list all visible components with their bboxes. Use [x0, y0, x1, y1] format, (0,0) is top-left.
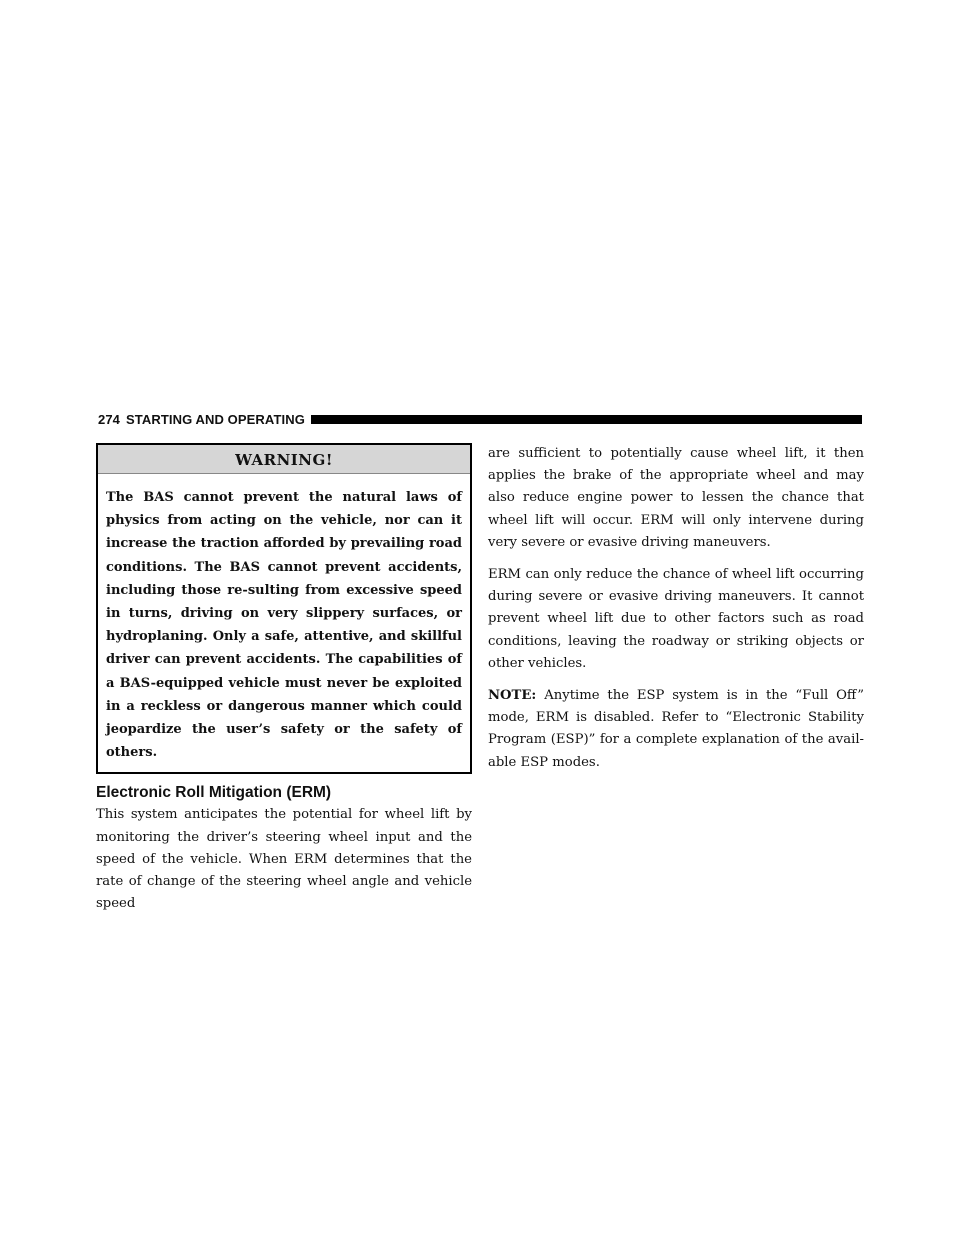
- paragraph-erm-intro-part1: This system anticipates the potential for wheel lift by monitoring the driver’s steering wheel input and the speed of the vehicle. When ERM determines that the rate of change of the steering wheel angle and vehicle speed: [96, 807, 472, 912]
- page-number: 274: [98, 411, 120, 427]
- running-header: [98, 411, 862, 427]
- left-column: [96, 443, 472, 915]
- note-text: Anytime the ESP system is in the “Full Off” mode, ERM is disabled. Refer to “Electronic Stability Program (ESP)” for a complete explanation of the avail-able ESP modes.: [488, 688, 864, 770]
- paragraph-erm-intro-part2: are sufficient to potentially cause wheel lift, it then applies the brake of the appropriate wheel and may also reduce engine power to lessen the chance that wheel lift will occur. ERM will only intervene during very severe or evasive driving maneuvers.: [488, 446, 864, 550]
- section-name: STARTING AND OPERATING: [126, 411, 305, 427]
- header-rule: [311, 415, 862, 424]
- warning-title: WARNING!: [98, 445, 470, 474]
- note-paragraph: [488, 685, 864, 774]
- right-column: [488, 443, 864, 784]
- section-heading: Electronic Roll Mitigation (ERM): [96, 784, 332, 802]
- warning-box: [96, 443, 472, 774]
- note-label: NOTE:: [488, 688, 537, 704]
- paragraph-erm-limits: ERM can only reduce the chance of wheel lift occurring during severe or evasive driving maneuvers. It cannot prevent wheel lift due to other factors such as road conditions, leaving the roadway or striking objects or other vehicles.: [488, 567, 864, 671]
- warning-body: The BAS cannot prevent the natural laws of physics from acting on the vehicle, nor can it increase the traction afforded by prevailing road conditions. The BAS cannot prevent accidents, including those re-sulting from excessive speed in turns, driving on very slippery surfaces, or hydroplaning. Only a safe, attentive, and skillful driver can prevent accidents. The capabilities of a BAS-equipped vehicle must never be exploited in a reckless or dangerous manner which could jeopardize the user’s safety or the safety of others.: [106, 490, 462, 761]
